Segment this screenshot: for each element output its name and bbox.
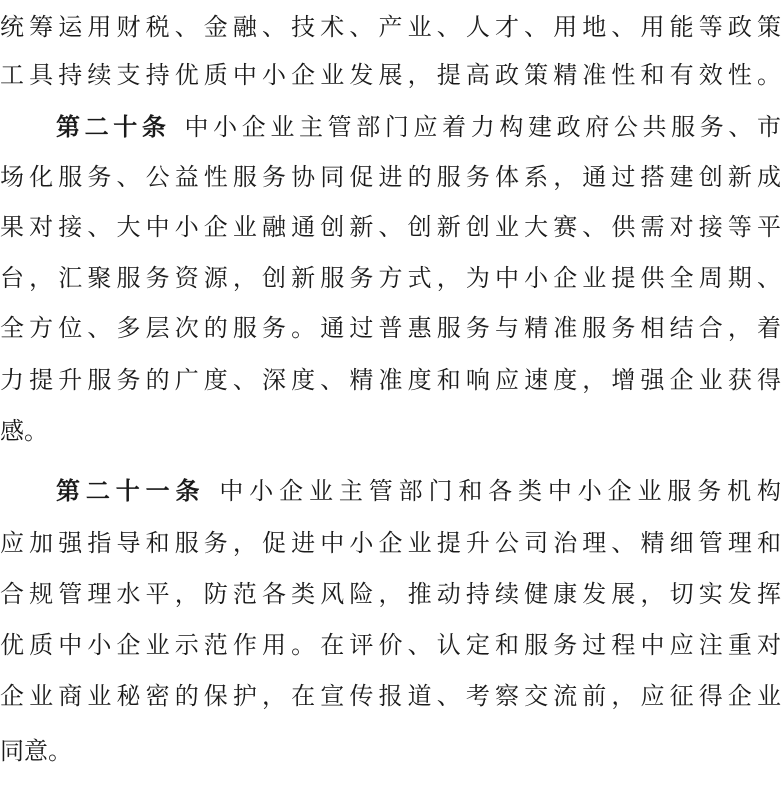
paragraph-line: 果对接、大中小企业融通创新、创新创业大赛、供需对接等平 <box>0 213 781 241</box>
paragraph-line: 企业商业秘密的保护，在宣传报道、考察交流前，应征得企业 <box>0 682 781 710</box>
paragraph-line: 力提升服务的广度、深度、精准度和响应速度，增强企业获得 <box>0 366 781 394</box>
paragraph-line: 感。 <box>0 417 48 445</box>
article-20-first-line <box>56 102 781 152</box>
paragraph-line: 合规管理水平，防范各类风险，推动持续健康发展，切实发挥 <box>0 580 781 608</box>
article-20-heading: 第二十条 <box>56 113 171 141</box>
paragraph-line: 统筹运用财税、金融、技术、产业、人才、用地、用能等政策 <box>0 13 781 41</box>
article-21-heading: 第二十一条 <box>56 477 206 505</box>
article-21-first-line <box>56 466 781 516</box>
paragraph-line: 优质中小企业示范作用。在评价、认定和服务过程中应注重对 <box>0 631 781 659</box>
paragraph-line: 台，汇聚服务资源，创新服务方式，为中小企业提供全周期、 <box>0 264 781 292</box>
paragraph-line: 场化服务、公益性服务协同促进的服务体系，通过搭建创新成 <box>0 163 781 191</box>
paragraph-line: 同意。 <box>0 737 72 765</box>
paragraph-line: 全方位、多层次的服务。通过普惠服务与精准服务相结合，着 <box>0 314 781 342</box>
paragraph-line: 工具持续支持优质中小企业发展，提高政策精准性和有效性。 <box>0 61 781 89</box>
paragraph-line: 应加强指导和服务，促进中小企业提升公司治理、精细管理和 <box>0 529 781 557</box>
paragraph-line: 中小企业主管部门应着力构建政府公共服务、市 <box>184 113 781 141</box>
paragraph-line: 中小企业主管部门和各类中小企业服务机构 <box>219 477 781 505</box>
